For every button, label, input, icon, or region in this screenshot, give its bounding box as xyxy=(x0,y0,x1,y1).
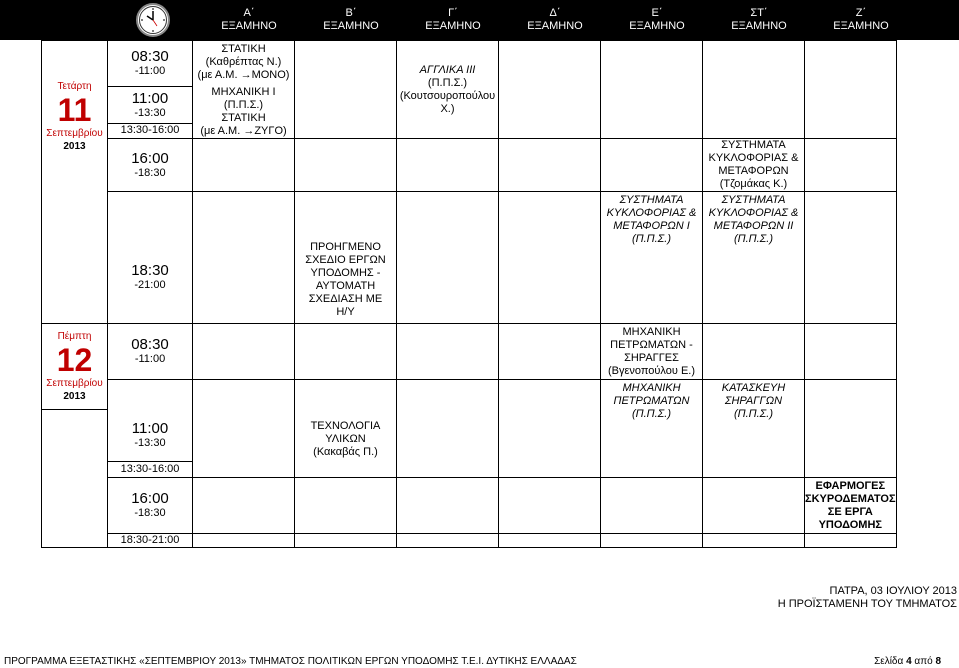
time-slot: 16:00 -18:30 xyxy=(108,139,193,192)
cell-empty xyxy=(397,139,499,192)
cell-empty xyxy=(601,534,703,548)
header-col-b: Β΄ ΕΞΑΜΗΝΟ xyxy=(323,7,379,32)
cell-f-systems: ΣΥΣΤΗΜΑΤΑ ΚΥΚΛΟΦΟΡΙΑΣ & ΜΕΤΑΦΟΡΩΝ (Τζομάκας Κ.) xyxy=(703,139,805,192)
time-slot: 18:30 -21:00 xyxy=(108,192,193,324)
day-cell-thu-cont xyxy=(42,410,108,548)
cell-empty xyxy=(703,478,805,534)
signature-block xyxy=(778,585,957,611)
cell-empty xyxy=(499,380,601,478)
header-col-e: Ε΄ ΕΞΑΜΗΝΟ xyxy=(629,7,685,32)
cell-empty xyxy=(805,534,897,548)
time-slot: 18:30-21:00 xyxy=(108,534,193,548)
cell-g-empty xyxy=(805,41,897,139)
day-cell-wed: Τετάρτη 11 Σεπτεμβρίου 2013 xyxy=(42,41,108,192)
time-slot: 13:30-16:00 xyxy=(108,462,193,478)
cell-empty xyxy=(601,478,703,534)
cell-empty xyxy=(499,324,601,380)
time-slot: 13:30-16:00 xyxy=(108,123,193,138)
page-indicator: Σελίδα 4 από 8 xyxy=(874,656,941,667)
cell-empty xyxy=(499,192,601,324)
footer-title: ΠΡΟΓΡΑΜΜΑ ΕΞΕΤΑΣΤΙΚΗΣ «ΣΕΠΤΕΜΒΡΙΟΥ 2013» ΤΜΗΜΑΤΟΣ ΠΟΛΙΤΙΚΩΝ ΕΡΓΩΝ ΥΠΟΔΟΜΗΣ Τ.Ε.Ι. ΔΥΤΙΚΗΣ ΕΛΛΑΔΑΣ xyxy=(4,656,577,667)
cell-empty xyxy=(499,139,601,192)
cell-empty xyxy=(805,192,897,324)
cell-empty xyxy=(397,534,499,548)
cell-empty xyxy=(295,534,397,548)
time-slot: 11:00 -13:30 xyxy=(108,380,193,462)
cell-empty xyxy=(499,534,601,548)
day-cell-wed-cont xyxy=(42,192,108,324)
cell-b-advanced: ΠΡΟΗΓΜΕΝΟ ΣΧΕΔΙΟ ΕΡΓΩΝ ΥΠΟΔΟΜΗΣ - ΑΥΤΟΜΑΤΗ ΣΧΕΔΙΑΣΗ ΜΕ Η/Υ xyxy=(295,192,397,324)
header-col-a: Α΄ ΕΞΑΜΗΝΟ xyxy=(221,7,277,32)
cell-empty xyxy=(703,324,805,380)
cell-empty xyxy=(193,534,295,548)
cell-c-english: ΑΓΓΛΙΚΑ ΙΙΙ (Π.Π.Σ.) (Κουτσουροπούλου Χ.) xyxy=(397,41,499,139)
cell-f-empty xyxy=(703,41,805,139)
cell-empty xyxy=(703,534,805,548)
cell-empty xyxy=(805,324,897,380)
time-slot: 08:30 -11:00 xyxy=(108,324,193,380)
cell-f-systems-2: ΣΥΣΤΗΜΑΤΑ ΚΥΚΛΟΦΟΡΙΑΣ & ΜΕΤΑΦΟΡΩΝ ΙΙ (Π.Π.Σ.) xyxy=(703,192,805,324)
cell-e-systems-1: ΣΥΣΤΗΜΑΤΑ ΚΥΚΛΟΦΟΡΙΑΣ & ΜΕΤΑΦΟΡΩΝ Ι (Π.Π.Σ.) xyxy=(601,192,703,324)
cell-empty xyxy=(397,478,499,534)
cell-empty xyxy=(193,192,295,324)
time-slot: 16:00 -18:30 xyxy=(108,478,193,534)
page-footer xyxy=(0,655,959,668)
cell-d-empty xyxy=(499,41,601,139)
cell-b-materials: ΤΕΧΝΟΛΟΓΙΑ ΥΛΙΚΩΝ (Κακαβάς Π.) xyxy=(295,380,397,478)
header-col-c: Γ΄ ΕΞΑΜΗΝΟ xyxy=(425,7,481,32)
signature-title: Η ΠΡΟΪΣΤΑΜΕΝΗ ΤΟΥ ΤΜΗΜΑΤΟΣ xyxy=(777,598,957,610)
cell-e-rock-mech-2: ΜΗΧΑΝΙΚΗ ΠΕΤΡΩΜΑΤΩΝ (Π.Π.Σ.) xyxy=(601,380,703,478)
cell-f-tunnels: ΚΑΤΑΣΚΕΥΗ ΣΗΡΑΓΓΩΝ (Π.Π.Σ.) xyxy=(703,380,805,478)
cell-empty xyxy=(295,478,397,534)
cell-empty xyxy=(601,139,703,192)
cell-empty xyxy=(805,139,897,192)
cell-empty xyxy=(295,324,397,380)
header-col-g: Ζ΄ ΕΞΑΜΗΝΟ xyxy=(833,7,889,32)
cell-empty xyxy=(193,478,295,534)
cell-a-statiki: ΣΤΑΤΙΚΗ (Καθρέπτας Ν.) (με Α.Μ. →ΜΟΝΟ) ΜΗΧΑΝΙΚΗ Ι (Π.Π.Σ.) ΣΤΑΤΙΚΗ (με Α.Μ. →ΖΥΓΟ) xyxy=(193,41,295,139)
cell-e-empty xyxy=(601,41,703,139)
cell-empty xyxy=(499,478,601,534)
cell-empty xyxy=(295,139,397,192)
signature-date: ΠΑΤΡΑ, 03 ΙΟΥΛΙΟΥ 2013 xyxy=(829,585,957,597)
cell-empty xyxy=(397,324,499,380)
cell-empty xyxy=(193,380,295,478)
cell-e-rock-mech: ΜΗΧΑΝΙΚΗ ΠΕΤΡΩΜΑΤΩΝ - ΣΗΡΑΓΓΕΣ (Βγενοπούλου Ε.) xyxy=(601,324,703,380)
cell-empty xyxy=(193,139,295,192)
clock-icon xyxy=(135,2,171,38)
cell-b-empty xyxy=(295,41,397,139)
cell-empty xyxy=(193,324,295,380)
cell-empty xyxy=(397,192,499,324)
cell-g-applications: ΕΦΑΡΜΟΓΕΣ ΣΚΥΡΟΔΕΜΑΤΟΣ ΣΕ ΕΡΓΑ ΥΠΟΔΟΜΗΣ xyxy=(805,478,897,534)
time-slot: 08:30 -11:00 xyxy=(108,41,193,87)
header-col-d: Δ΄ ΕΞΑΜΗΝΟ xyxy=(527,7,583,32)
schedule-table xyxy=(41,40,897,548)
cell-empty xyxy=(805,380,897,478)
cell-empty xyxy=(397,380,499,478)
time-slot: 11:00 -13:30 xyxy=(108,87,193,124)
day-cell-thu: Πέμπτη 12 Σεπτεμβρίου 2013 xyxy=(42,324,108,410)
header-col-f: ΣΤ΄ ΕΞΑΜΗΝΟ xyxy=(731,7,787,32)
